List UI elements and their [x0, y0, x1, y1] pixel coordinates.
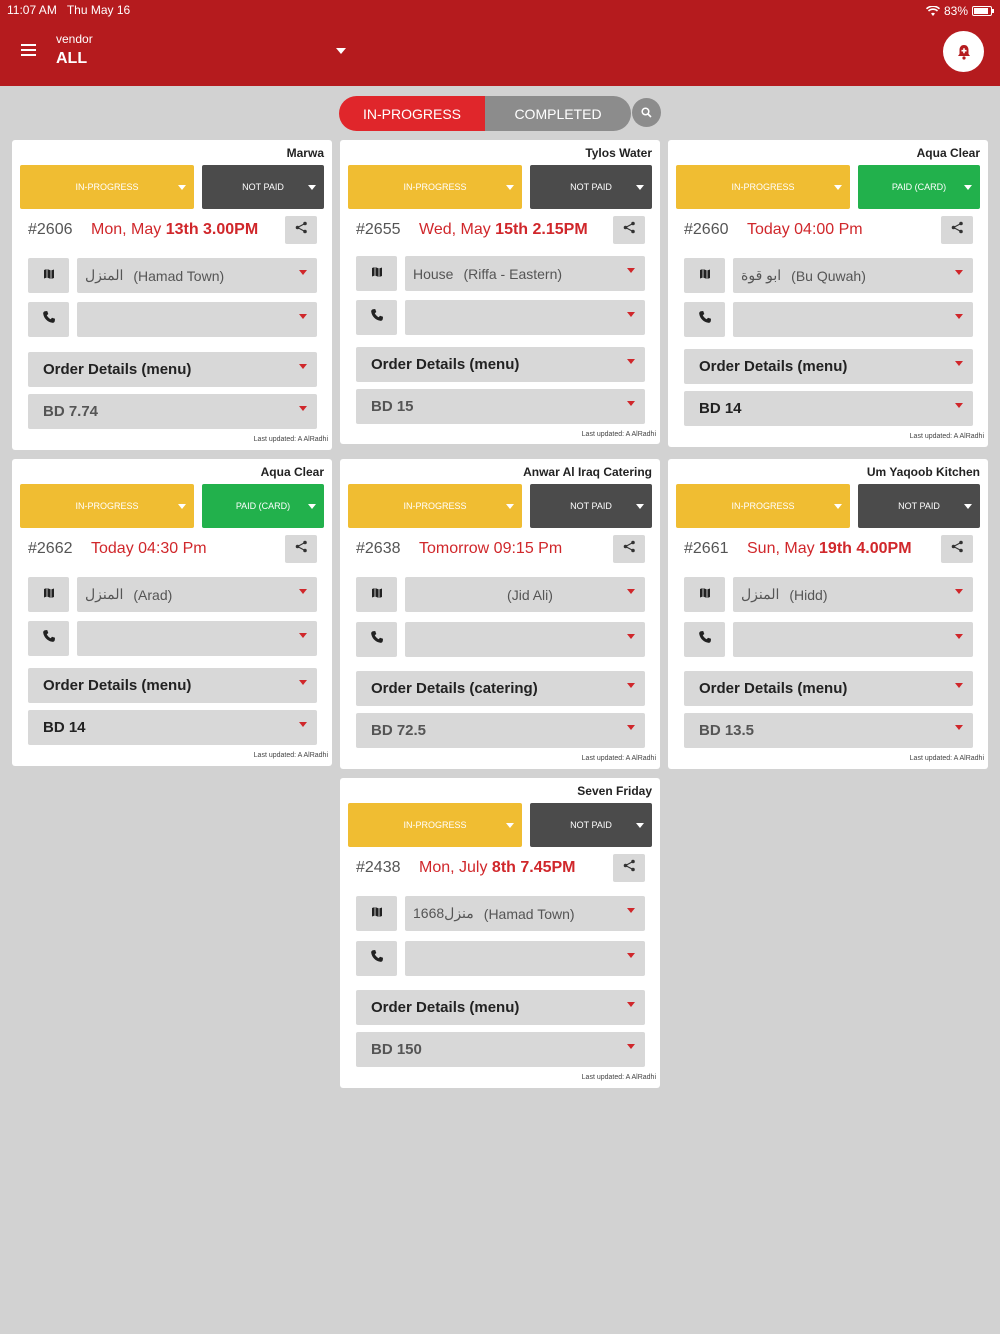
caret-down-icon	[627, 1002, 635, 1007]
share-icon	[623, 221, 636, 239]
caret-down-icon	[299, 633, 307, 638]
payment-label: NOT PAID	[898, 501, 940, 511]
caret-down-icon	[178, 504, 186, 509]
amount-dropdown[interactable]	[28, 710, 317, 745]
caret-down-icon	[955, 725, 963, 730]
card-vendor-name: Tylos Water	[585, 146, 652, 160]
order-number: #2638	[356, 540, 401, 557]
caret-down-icon	[955, 683, 963, 688]
phone-dropdown[interactable]	[77, 302, 317, 337]
amount-dropdown[interactable]	[356, 389, 645, 424]
map-button[interactable]	[684, 258, 725, 293]
address-dropdown[interactable]	[733, 577, 973, 612]
map-icon	[371, 586, 383, 604]
address-dropdown[interactable]	[77, 258, 317, 293]
share-icon	[295, 540, 308, 558]
order-time-text: Today 04:00 Pm	[747, 221, 863, 238]
payment-dropdown[interactable]	[202, 165, 324, 209]
bell-plus-icon	[955, 43, 973, 61]
last-updated: Last updated: A AlRadhi	[581, 1074, 656, 1081]
caret-down-icon	[627, 359, 635, 364]
phone-icon	[370, 308, 384, 327]
status-dropdown[interactable]	[348, 484, 522, 528]
amount-dropdown[interactable]	[684, 391, 973, 426]
address-area: (Hamad Town)	[483, 905, 575, 922]
phone-icon	[370, 949, 384, 968]
amount-dropdown[interactable]	[28, 394, 317, 429]
caret-down-icon	[955, 361, 963, 366]
search-icon	[641, 107, 652, 118]
order-time-text: Mon, May	[91, 221, 166, 238]
address-dropdown[interactable]	[77, 577, 317, 612]
order-time	[419, 221, 588, 239]
caret-down-icon	[627, 953, 635, 958]
order-time-text: Today 04:30 Pm	[91, 540, 207, 557]
last-updated: Last updated: A AlRadhi	[909, 433, 984, 440]
caret-down-icon	[299, 680, 307, 685]
map-button[interactable]	[28, 577, 69, 612]
share-button[interactable]	[941, 216, 973, 244]
phone-icon	[370, 630, 384, 649]
caret-down-icon	[636, 185, 644, 190]
last-updated: Last updated: A AlRadhi	[253, 436, 328, 443]
map-button[interactable]	[684, 577, 725, 612]
caret-down-icon	[627, 634, 635, 639]
order-details-dropdown[interactable]	[684, 349, 973, 384]
phone-dropdown[interactable]	[733, 622, 973, 657]
map-icon	[699, 267, 711, 285]
amount-value: BD 13.5	[699, 722, 755, 739]
caret-down-icon	[299, 722, 307, 727]
payment-label: NOT PAID	[570, 182, 612, 192]
status-bar	[7, 3, 992, 19]
call-button[interactable]	[28, 302, 69, 337]
share-icon	[295, 221, 308, 239]
amount-value: BD 150	[371, 1041, 422, 1058]
status-dropdown[interactable]	[676, 484, 850, 528]
vendor-select[interactable]: ALL	[56, 50, 88, 67]
address-area: (Arad)	[133, 586, 173, 603]
caret-down-icon	[964, 185, 972, 190]
caret-down-icon	[299, 589, 307, 594]
amount-dropdown[interactable]	[356, 713, 645, 748]
order-details-dropdown[interactable]	[356, 990, 645, 1025]
payment-dropdown[interactable]	[530, 803, 652, 847]
order-details-label: Order Details (menu)	[699, 358, 848, 375]
call-button[interactable]	[356, 622, 397, 657]
caret-down-icon	[834, 185, 842, 190]
address-dropdown[interactable]	[405, 896, 645, 931]
order-number: #2655	[356, 221, 401, 238]
call-button[interactable]	[28, 621, 69, 656]
payment-label: PAID (CARD)	[891, 182, 947, 192]
share-icon	[951, 540, 964, 558]
notification-button[interactable]	[943, 31, 984, 72]
share-button[interactable]	[613, 535, 645, 563]
call-button[interactable]	[684, 302, 725, 337]
status-dropdown[interactable]	[20, 165, 194, 209]
order-details-label: Order Details (catering)	[371, 680, 538, 697]
amount-value: BD 14	[699, 400, 742, 417]
amount-value: BD 72.5	[371, 722, 427, 739]
phone-icon	[698, 630, 712, 649]
phone-dropdown[interactable]	[405, 300, 645, 335]
order-card	[340, 459, 660, 769]
last-updated: Last updated: A AlRadhi	[581, 431, 656, 438]
caret-down-icon	[178, 185, 186, 190]
caret-down-icon	[299, 364, 307, 369]
caret-down-icon	[506, 504, 514, 509]
payment-dropdown[interactable]	[858, 484, 980, 528]
tab-in-progress[interactable]: IN-PROGRESS	[339, 96, 485, 131]
order-number: #2606	[28, 221, 73, 238]
caret-down-icon	[299, 406, 307, 411]
caret-down-icon	[627, 401, 635, 406]
address-label: المنزل	[85, 267, 124, 283]
order-card	[668, 140, 988, 447]
address-label: ابو قوة	[741, 267, 782, 283]
order-time-bold: 15th 2.15PM	[495, 221, 588, 238]
caret-down-icon	[636, 823, 644, 828]
phone-icon	[42, 629, 56, 648]
map-icon	[43, 586, 55, 604]
caret-down-icon	[636, 504, 644, 509]
order-details-dropdown[interactable]	[28, 668, 317, 703]
status-label: IN-PROGRESS	[403, 501, 467, 511]
order-details-dropdown[interactable]	[684, 671, 973, 706]
amount-dropdown[interactable]	[684, 713, 973, 748]
order-time	[747, 221, 863, 239]
status-dropdown[interactable]	[348, 803, 522, 847]
phone-dropdown[interactable]	[405, 622, 645, 657]
search-button[interactable]	[632, 98, 661, 127]
caret-down-icon	[308, 504, 316, 509]
address-label: 1668منزل	[413, 905, 474, 921]
order-card	[340, 140, 660, 444]
battery-percent: 83%	[943, 4, 968, 18]
caret-down-icon	[955, 270, 963, 275]
order-number: #2662	[28, 540, 73, 557]
address-label: المنزل	[85, 586, 124, 602]
caret-down-icon	[627, 683, 635, 688]
order-card	[340, 778, 660, 1088]
menu-icon[interactable]	[21, 44, 36, 56]
order-time	[91, 221, 258, 239]
map-button[interactable]	[28, 258, 69, 293]
address-area: (Jid Ali)	[507, 586, 553, 603]
order-number: #2661	[684, 540, 729, 557]
order-number: #2660	[684, 221, 729, 238]
vendor-label: vendor	[56, 32, 93, 46]
amount-value: BD 14	[43, 719, 86, 736]
share-button[interactable]	[613, 216, 645, 244]
call-button[interactable]	[684, 622, 725, 657]
share-icon	[951, 221, 964, 239]
phone-dropdown[interactable]	[405, 941, 645, 976]
card-vendor-name: Aqua Clear	[916, 146, 980, 160]
caret-down-icon	[955, 589, 963, 594]
address-area: (Riffa - Eastern)	[463, 265, 563, 282]
payment-label: NOT PAID	[570, 501, 612, 511]
phone-icon	[698, 310, 712, 329]
amount-value: BD 7.74	[43, 403, 99, 420]
map-icon	[371, 265, 383, 283]
order-time-bold: 13th 3.00PM	[165, 221, 259, 238]
order-card	[12, 140, 332, 450]
amount-dropdown[interactable]	[356, 1032, 645, 1067]
status-dropdown[interactable]	[348, 165, 522, 209]
address-area: (Hamad Town)	[133, 267, 225, 284]
order-details-dropdown[interactable]	[356, 671, 645, 706]
caret-down-icon	[964, 504, 972, 509]
order-time-text: Sun, May	[747, 540, 820, 557]
address-dropdown[interactable]	[405, 256, 645, 291]
caret-down-icon	[627, 312, 635, 317]
order-time-text: Tomorrow 09:15 Pm	[419, 540, 563, 557]
order-details-label: Order Details (menu)	[371, 999, 520, 1016]
phone-dropdown[interactable]	[77, 621, 317, 656]
share-button[interactable]	[941, 535, 973, 563]
call-button[interactable]	[356, 941, 397, 976]
order-status-tabs	[339, 96, 631, 131]
payment-dropdown[interactable]	[202, 484, 324, 528]
caret-down-icon	[834, 504, 842, 509]
order-card	[12, 459, 332, 766]
wifi-icon	[926, 6, 940, 17]
payment-label: NOT PAID	[242, 182, 284, 192]
status-dropdown[interactable]	[676, 165, 850, 209]
status-label: IN-PROGRESS	[75, 501, 139, 511]
caret-down-icon	[627, 908, 635, 913]
map-button[interactable]	[356, 577, 397, 612]
tab-completed[interactable]: COMPLETED	[485, 96, 631, 131]
order-time	[91, 540, 207, 558]
caret-down-icon	[627, 725, 635, 730]
last-updated: Last updated: A AlRadhi	[909, 755, 984, 762]
order-card	[668, 459, 988, 769]
status-label: IN-PROGRESS	[731, 182, 795, 192]
payment-dropdown[interactable]	[530, 484, 652, 528]
caret-down-icon	[955, 314, 963, 319]
order-time-text: Mon, July	[419, 859, 492, 876]
order-details-label: Order Details (menu)	[371, 356, 520, 373]
caret-down-icon	[955, 634, 963, 639]
amount-value: BD 15	[371, 398, 414, 415]
status-time: 11:07 AM	[7, 3, 57, 17]
order-time	[419, 859, 576, 877]
address-area: (Hidd)	[789, 586, 828, 603]
call-button[interactable]	[356, 300, 397, 335]
order-details-label: Order Details (menu)	[43, 361, 192, 378]
share-button[interactable]	[285, 216, 317, 244]
address-area: (Bu Quwah)	[791, 267, 866, 284]
order-details-label: Order Details (menu)	[699, 680, 848, 697]
map-button[interactable]	[356, 896, 397, 931]
battery-icon	[972, 6, 992, 16]
address-dropdown[interactable]	[405, 577, 645, 612]
status-label: IN-PROGRESS	[403, 182, 467, 192]
order-time-bold: 19th 4.00PM	[819, 540, 912, 557]
address-label: المنزل	[741, 586, 780, 602]
caret-down-icon	[627, 268, 635, 273]
card-vendor-name: Anwar Al Iraq Catering	[523, 465, 652, 479]
share-icon	[623, 540, 636, 558]
caret-down-icon	[506, 823, 514, 828]
payment-dropdown[interactable]	[530, 165, 652, 209]
order-number: #2438	[356, 859, 401, 876]
payment-dropdown[interactable]	[858, 165, 980, 209]
order-time	[747, 540, 912, 558]
order-time-text: Wed, May	[419, 221, 496, 238]
caret-down-icon	[627, 589, 635, 594]
status-dropdown[interactable]	[20, 484, 194, 528]
caret-down-icon	[299, 270, 307, 275]
order-details-dropdown[interactable]	[356, 347, 645, 382]
address-label: House	[413, 265, 454, 282]
chevron-down-icon[interactable]	[336, 48, 346, 54]
app-header	[0, 0, 1000, 86]
last-updated: Last updated: A AlRadhi	[581, 755, 656, 762]
status-label: IN-PROGRESS	[731, 501, 795, 511]
phone-icon	[42, 310, 56, 329]
map-icon	[43, 267, 55, 285]
share-icon	[623, 859, 636, 877]
card-vendor-name: Marwa	[286, 146, 324, 160]
status-label: IN-PROGRESS	[75, 182, 139, 192]
map-button[interactable]	[356, 256, 397, 291]
order-time-bold: 8th 7.45PM	[491, 859, 576, 876]
share-button[interactable]	[613, 854, 645, 882]
status-date: Thu May 16	[66, 3, 131, 17]
order-details-label: Order Details (menu)	[43, 677, 192, 694]
address-dropdown[interactable]	[733, 258, 973, 293]
caret-down-icon	[506, 185, 514, 190]
map-icon	[699, 586, 711, 604]
last-updated: Last updated: A AlRadhi	[253, 752, 328, 759]
status-label: IN-PROGRESS	[403, 820, 467, 830]
caret-down-icon	[627, 1044, 635, 1049]
phone-dropdown[interactable]	[733, 302, 973, 337]
caret-down-icon	[299, 314, 307, 319]
share-button[interactable]	[285, 535, 317, 563]
map-icon	[371, 905, 383, 923]
order-details-dropdown[interactable]	[28, 352, 317, 387]
card-vendor-name: Um Yaqoob Kitchen	[866, 465, 980, 479]
order-time	[419, 540, 562, 558]
card-vendor-name: Seven Friday	[577, 784, 652, 798]
caret-down-icon	[955, 403, 963, 408]
caret-down-icon	[308, 185, 316, 190]
payment-label: PAID (CARD)	[235, 501, 291, 511]
payment-label: NOT PAID	[570, 820, 612, 830]
card-vendor-name: Aqua Clear	[260, 465, 324, 479]
